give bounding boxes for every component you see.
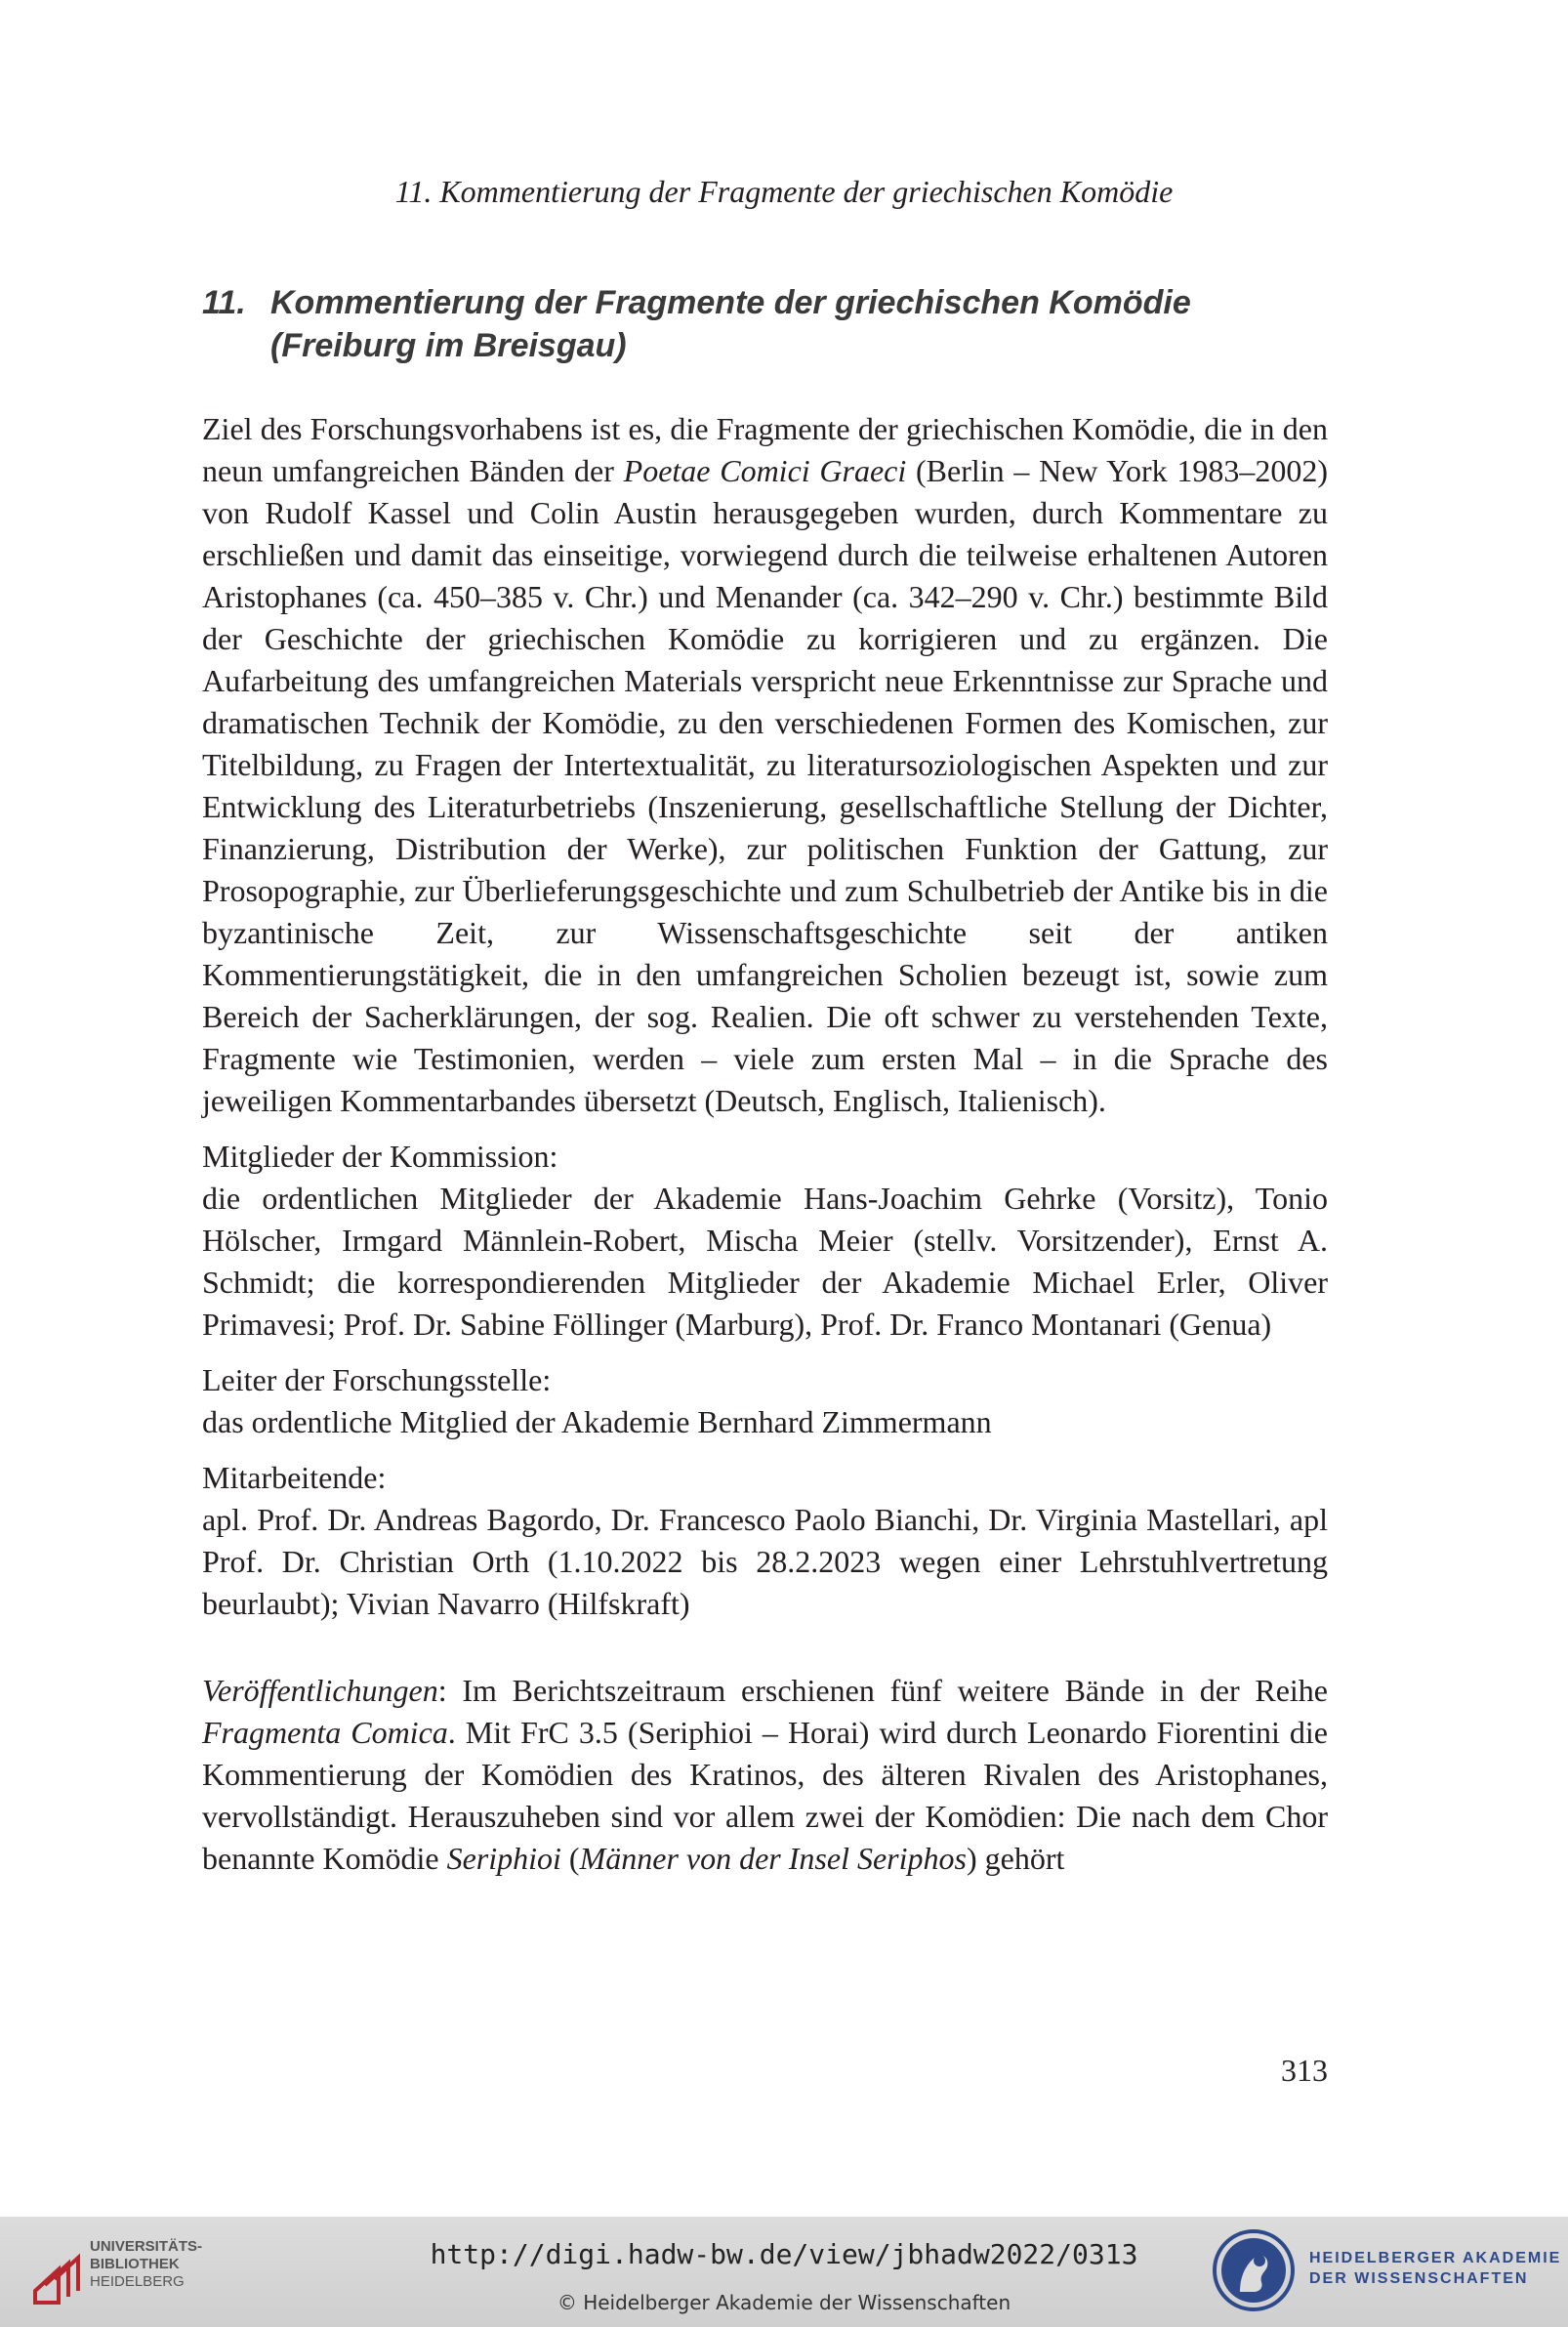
ub-line-3: HEIDELBERG: [90, 2273, 185, 2290]
publications-paragraph: [202, 1670, 1328, 1880]
leader-label: Leiter der Forschungsstelle:: [202, 1362, 552, 1397]
intro-paragraph: [202, 408, 1328, 1122]
seriphioi-title: Seriphioi: [446, 1841, 561, 1876]
chapter-title-line2: (Freiburg im Breisgau): [270, 327, 627, 364]
seriphos-title: Männer von der Insel Seriphos: [579, 1841, 967, 1876]
chapter-title: [202, 281, 1325, 367]
ub-line-2: BIBLIOTHEK: [90, 2256, 180, 2272]
intro-text-2: (Berlin – New York 1983–2002) von Rudolf Kassel und Colin Austin herausgegeben wurden, durch Kommentare zu erschließen und damit das einseitige, vorwiegend durch die teilweise erhaltenen Autoren Aristophanes (ca. 450–385 v. Chr.) und Menander (ca. 342–290 v. Chr.) bestimmte Bild der Geschichte der griechischen Komödie zu korrigieren und zu ergänzen. Die Aufarbeitung des umfangreichen Materials verspricht neue Erkenntnisse zur Sprache und dramatischen Technik der Komödie, zu den verschiedenen Formen des Komischen, zur Titelbildung, zu Fragen der Intertextualität, zu literatursoziologischen Aspekten und zur Entwicklung des Literaturbetriebs (Inszenierung, gesellschaftliche Stellung der Dichter, Finanzierung, Distribution der Werke), zur politischen Funktion der Gattung, zur Prosopographie, zur Überlieferungsgeschichte und zum Schulbetrieb der Antike bis in die byzantinische Zeit, zur Wissenschaftsgeschichte seit der antiken Kommentierungstätigkeit, die in den umfangreichen Scholien bezeugt ist, sowie zum Bereich der Sacherklärungen, der sog. Realien. Die oft schwer zu verstehenden Texte, Fragmente wie Testimonien, werden – viele zum ersten Mal – in die Sprache des jeweiligen Kommentarbandes übersetzt (Deutsch, Englisch, Italienisch).: [202, 453, 1329, 1118]
chapter-number: 11.: [202, 284, 246, 321]
body-text: [202, 408, 1328, 1880]
staff-members: apl. Prof. Dr. Andreas Bagordo, Dr. Francesco Paolo Bianchi, Dr. Virginia Mastellari, apl Prof. Dr. Christian Orth (1.10.2022 bis 28.2.2023 wegen einer Lehrstuhlvertretung beurlaubt); Vivian Navarro (Hilfskraft): [202, 1502, 1328, 1621]
academy-name-line-2: DER WISSENSCHAFTEN: [1309, 2270, 1529, 2287]
commission-label: Mitglieder der Kommission:: [202, 1139, 558, 1174]
copyright-notice: © Heidelberger Akademie der Wissenschaften: [557, 2291, 1011, 2314]
leader-name: das ordentliche Mitglied der Akademie Bernhard Zimmermann: [202, 1404, 992, 1439]
chapter-title-line1: Kommentierung der Fragmente der griechischen Komödie: [270, 284, 1191, 321]
permalink-url[interactable]: http://digi.hadw-bw.de/view/jbhadw2022/0313: [430, 2238, 1138, 2270]
academy-name: [1309, 2248, 1561, 2289]
running-head: 11. Kommentierung der Fragmente der griechischen Komödie: [394, 174, 1174, 209]
publications-text-2: . Mit FrC 3.5 (Seriphioi – Horai) wird durch Leonardo Fiorentini die Kommentierung der Komödien des Kratinos, des älteren Rivalen des Aristophanes, vervollständigt. Herauszuheben sind vor allem zwei der Komödien: Die nach dem Chor benannte Komödie: [202, 1715, 1329, 1876]
academy-emblem[interactable]: [1211, 2227, 1297, 2313]
publications-text-4: ) gehört: [966, 1841, 1065, 1876]
intro-text-1: Ziel des Forschungsvorhabens ist es, die Fragmente der griechischen Komödie, die in den neun umfangreichen Bänden der: [202, 411, 1328, 488]
academy-name-line-1: HEIDELBERGER AKADEMIE: [1309, 2250, 1562, 2266]
publications-text-1: : Im Berichtszeitraum erschienen fünf weitere Bände in der Reihe: [437, 1673, 1328, 1708]
poetae-comici-graeci-title: Poetae Comici Graeci: [623, 453, 907, 488]
fragmenta-comica-title: Fragmenta Comica: [202, 1715, 448, 1750]
page-number: 313: [1281, 2053, 1328, 2088]
publications-label: Veröffentlichungen: [202, 1673, 438, 1708]
commission-members: die ordentlichen Mitglieder der Akademie Hans-Joachim Gehrke (Vorsitz), Tonio Hölscher, Irmgard Männlein-Robert, Mischa Meier (stellv. Vorsitzender), Ernst A. Schmidt; die korrespondierenden Mitglieder der Akademie Michael Erler, Oliver Primavesi; Prof. Dr. Sabine Föllinger (Marburg), Prof. Dr. Franco Montanari (Genua): [202, 1181, 1328, 1342]
staff-label: Mitarbeitende:: [202, 1460, 387, 1495]
publications-text-3: (: [560, 1841, 580, 1876]
ub-line-1: UNIVERSITÄTS-: [90, 2238, 203, 2255]
